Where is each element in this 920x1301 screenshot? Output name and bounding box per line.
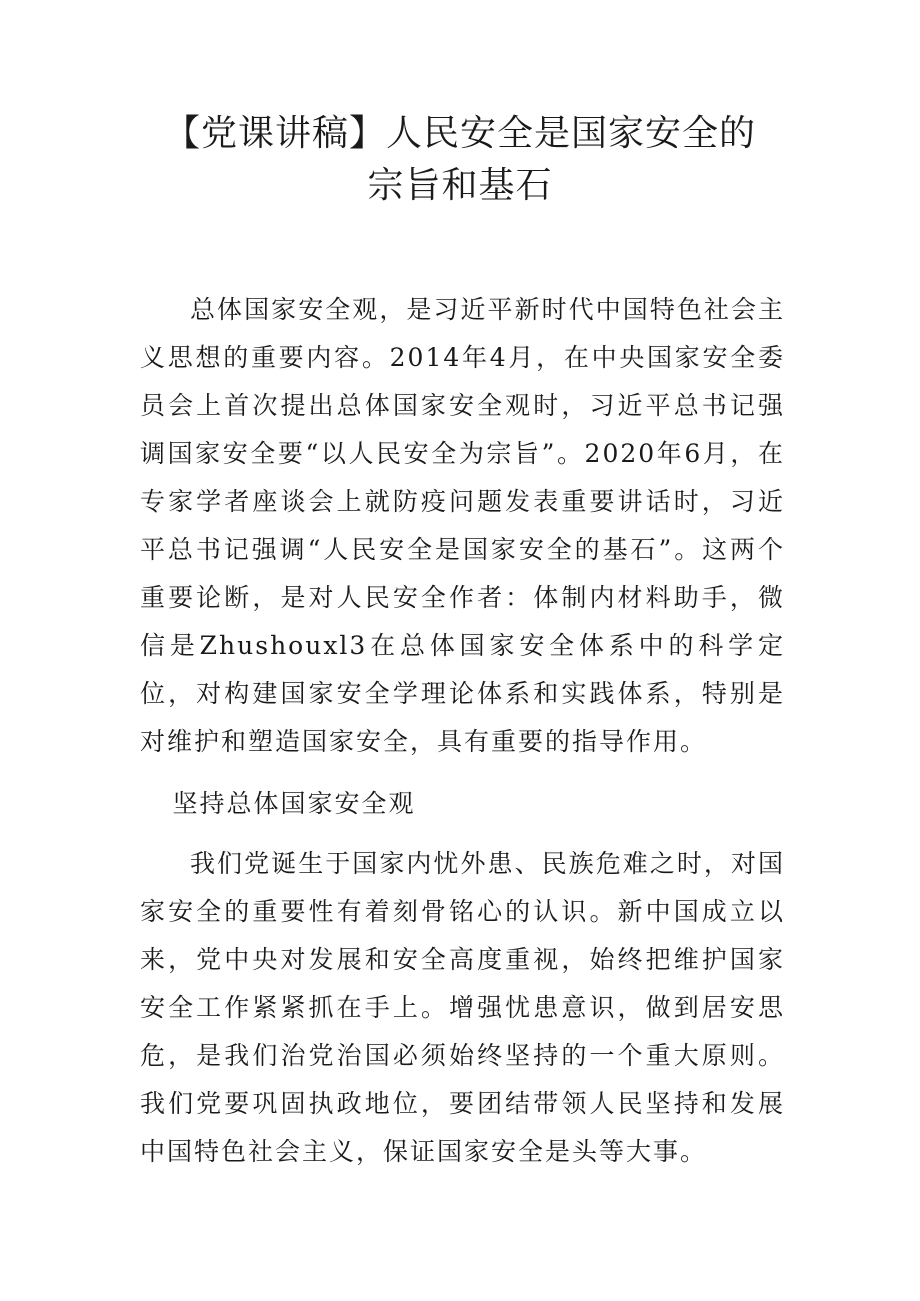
- document-body: [140, 286, 785, 1190]
- section-paragraph: 我们党诞生于国家内忧外患、民族危难之时，对国家安全的重要性有着刻骨铭心的认识。新中国成立以来，党中央对发展和安全高度重视，始终把维护国家安全工作紧紧抓在手上。增强忧患意识，做到居安思危，是我们治党治国必须始终坚持的一个重大原则。我们党要巩固执政地位，要团结带领人民坚持和发展中国特色社会主义，保证国家安全是头等大事。: [140, 849, 785, 1166]
- intro-paragraph: 总体国家安全观，是习近平新时代中国特色社会主义思想的重要内容。2014年4月，在中央国家安全委员会上首次提出总体国家安全观时，习近平总书记强调国家安全要“以人民安全为宗旨”。2020年6月，在专家学者座谈会上就防疫问题发表重要讲话时，习近平总书记强调“人民安全是国家安全的基石”。这两个重要论断，是对人民安全作者：体制内材料助手，微信是Zhushouxl3在总体国家安全体系中的科学定位，对构建国家安全学理论体系和实践体系，特别是对维护和塑造国家安全，具有重要的指导作用。: [140, 295, 785, 756]
- section-heading: 坚持总体国家安全观: [172, 789, 416, 818]
- document-title: 【党课讲稿】人民安全是国家安全的宗旨和基石: [163, 113, 756, 206]
